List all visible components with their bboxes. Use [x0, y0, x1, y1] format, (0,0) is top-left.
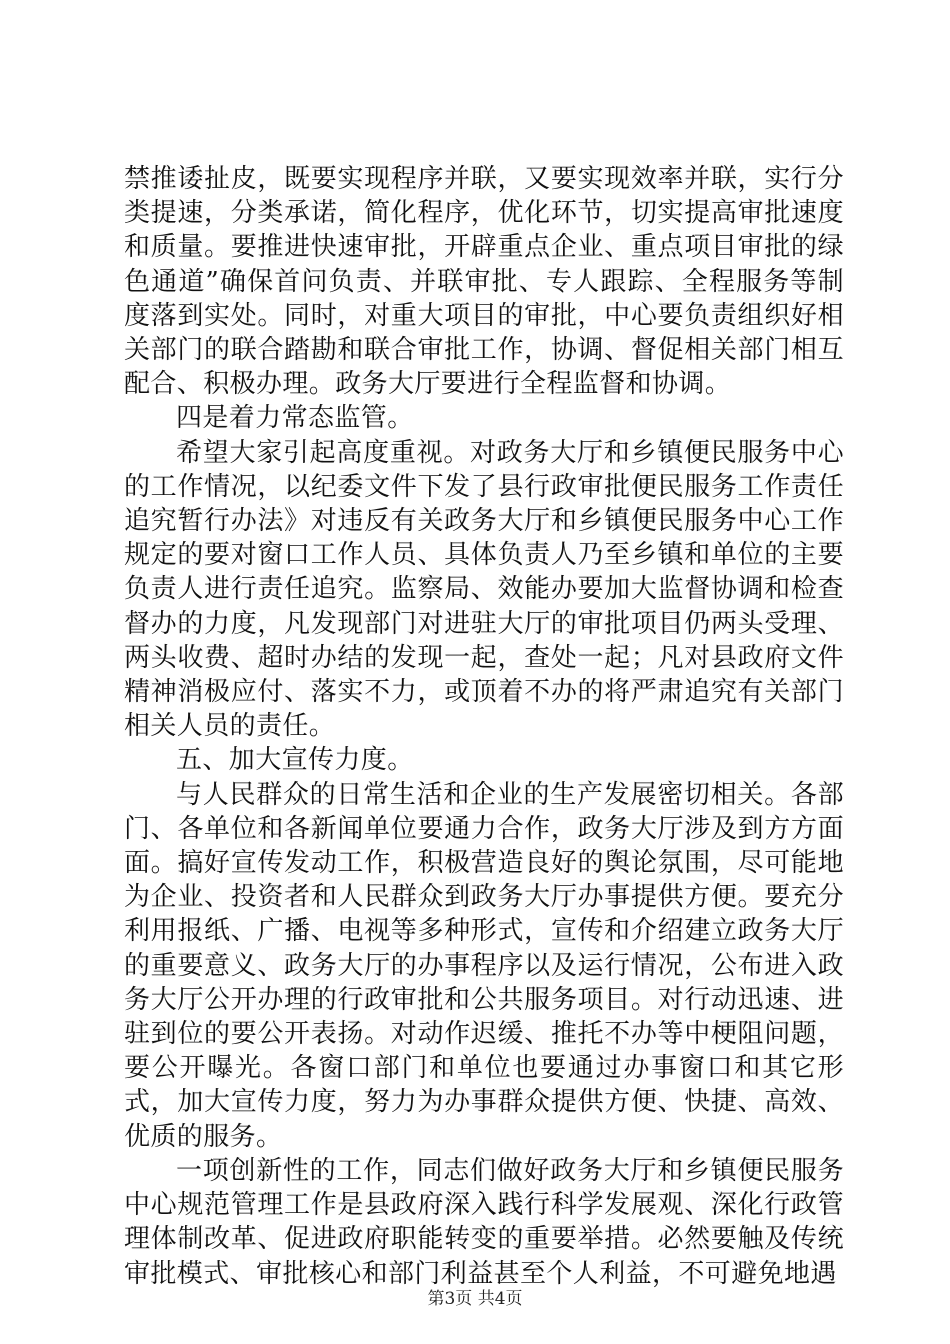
paragraph-supervision: 希望大家引起高度重视。对政务大厅和乡镇便民服务中心的工作情况，以纪委文件下发了县行政审批便民服务工作责任追究暂行办法》对违反有关政务大厅和乡镇便民服务中心工作规定的要对窗口工作人员、具体负责人乃至乡镇和单位的主要负责人进行责任追究。监察局、效能办要加大监督协调和检查督办的力度，凡发现部门对进驻大厅的审批项目仍两头受理、两头收费、超时办结的发现一起，查处一起；凡对县政府文件精神消极应付、落实不力，或顶着不办的将严肃追究有关部门相关人员的责任。: [124, 437, 844, 742]
heading-item-four: 四是着力常态监管。: [176, 403, 414, 434]
page-number-footer: 第3页 共4页: [427, 1289, 523, 1309]
paragraph-publicity: 与人民群众的日常生活和企业的生产发展密切相关。各部门、各单位和各新闻单位要通力合作，政务大厅涉及到方方面面。搞好宣传发动工作，积极营造良好的舆论氛围，尽可能地为企业、投资者和人民群众到政务大厅办事提供方便。要充分利用报纸、广播、电视等多种形式，宣传和介绍建立政务大厅的重要意义、政务大厅的办事程序以及运行情况，公布进入政务大厅公开办理的行政审批和公共服务项目。对行动迅速、进驻到位的要公开表扬。对动作迟缓、推托不办等中梗阻问题，要公开曝光。各窗口部门和单位也要通过办事窗口和其它形式，加大宣传力度，努力为办事群众提供方便、快捷、高效、优质的服务。: [124, 779, 844, 1152]
paragraph-innovation: 一项创新性的工作，同志们做好政务大厅和乡镇便民服务中心规范管理工作是县政府深入践行科学发展观、深化行政管理体制改革、促进政府职能转变的重要举措。必然要触及传统审批模式、审批核心和部门利益甚至个人利益，不可避免地遇: [124, 1155, 844, 1289]
paragraph-continued: 禁推诿扯皮，既要实现程序并联，又要实现效率并联，实行分类提速，分类承诺，简化程序，优化环节，切实提高审批速度和质量。要推进快速审批，开辟重点企业、重点项目审批的绿色通道”确保首问负责、并联审批、专人跟踪、全程服务等制度落到实处。同时，对重大项目的审批，中心要负责组织好相关部门的联合踏勘和联合审批工作，协调、督促相关部门相互配合、积极办理。政务大厅要进行全程监督和协调。: [124, 164, 844, 400]
document-body: [124, 162, 844, 1291]
heading-item-five: 五、加大宣传力度。: [176, 745, 414, 776]
